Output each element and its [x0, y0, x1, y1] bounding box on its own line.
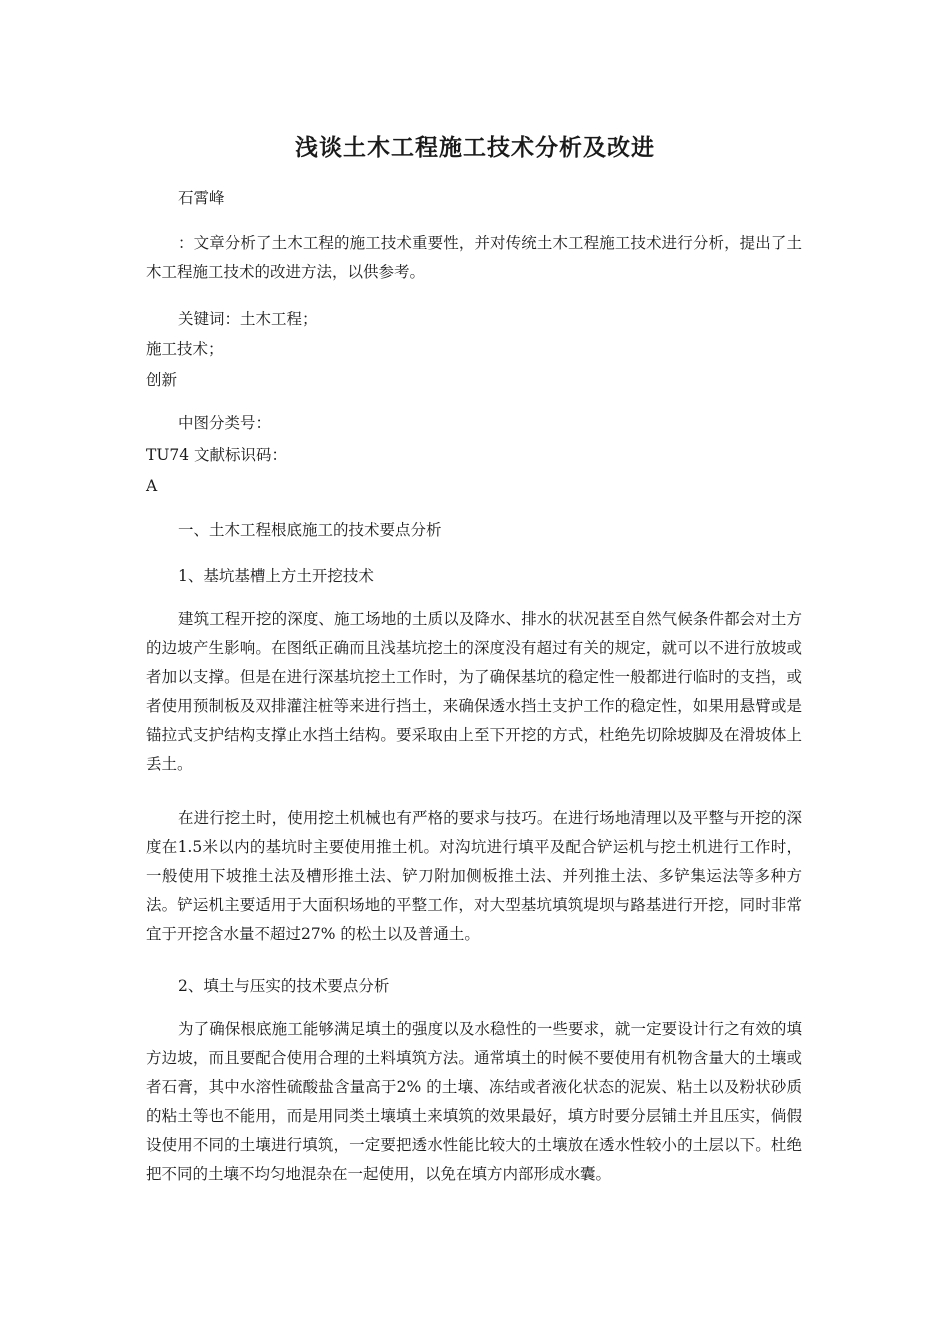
classification-line-3: A — [146, 477, 158, 495]
abstract-text: ：文章分析了土木工程的施工技术重要性，并对传统土木工程施工技术进行分析，提出了土木工程施工技术的改进方法，以供参考。 — [146, 234, 802, 281]
paragraph-text: 建筑工程开挖的深度、施工场地的土质以及降水、排水的状况甚至自然气候条件都会对土方的边坡产生影响。在图纸正确而且浅基坑挖土的深度没有超过有关的规定，就可以不进行放坡或者加以支撑。但是在进行深基坑挖土工作时，为了确保基坑的稳定性一般都进行临时的支挡，或者使用预制板及双排灌注桩等来进行挡土，来确保透水挡土支护工作的稳定性，如果用悬臂或是锚拉式支护结构支撑止水挡土结构。要采取由上至下开挖的方式，杜绝先切除坡脚及在滑坡体上丢土。 — [146, 610, 802, 773]
keywords-line-2: 施工技术； — [146, 340, 224, 358]
keywords-line-3: 创新 — [146, 371, 178, 389]
subsection-heading-2: 2、填土与压实的技术要点分析 — [178, 977, 390, 995]
body-paragraph-3 — [146, 1015, 802, 1189]
body-paragraph-1 — [146, 605, 802, 779]
section-heading-1: 一、土木工程根底施工的技术要点分析 — [178, 521, 442, 539]
keywords-line-1: 关键词：土木工程； — [178, 310, 318, 328]
abstract-paragraph — [146, 229, 802, 287]
author-name: 石霄峰 — [178, 189, 225, 207]
document-title: 浅谈土木工程施工技术分析及改进 — [295, 135, 655, 161]
body-paragraph-2 — [146, 804, 802, 949]
paragraph-text: 为了确保根底施工能够满足填土的强度以及水稳性的一些要求，就一定要设计行之有效的填方边坡，而且要配合使用合理的土料填筑方法。通常填土的时候不要使用有机物含量大的土壤或者石膏，其中水溶性硫酸盐含量高于2% 的土壤、冻结或者液化状态的泥炭、粘土以及粉状砂质的粘土等也不能用，而是用同类土壤填土来填筑的效果最好，填方时要分层铺土并且压实，倘假设使用不同的土壤进行填筑，一定要把透水性能比较大的土壤放在透水性较小的土层以下。杜绝把不同的土壤不均匀地混杂在一起使用，以免在填方内部形成水囊。 — [146, 1020, 802, 1183]
classification-line-1: 中图分类号： — [178, 414, 272, 432]
subsection-heading-1: 1、基坑基槽上方土开挖技术 — [178, 567, 374, 585]
classification-line-2: TU74 文献标识码： — [146, 446, 288, 464]
paragraph-text: 在进行挖土时，使用挖土机械也有严格的要求与技巧。在进行场地清理以及平整与开挖的深度在1.5米以内的基坑时主要使用推土机。对沟坑进行填平及配合铲运机与挖土机进行工作时，一般使用下坡推土法及槽形推土法、铲刀附加侧板推土法、并列推土法、多铲集运法等多种方法。铲运机主要适用于大面积场地的平整工作，对大型基坑填筑堤坝与路基进行开挖，同时非常宜于开挖含水量不超过27% 的松土以及普通土。 — [146, 809, 802, 943]
